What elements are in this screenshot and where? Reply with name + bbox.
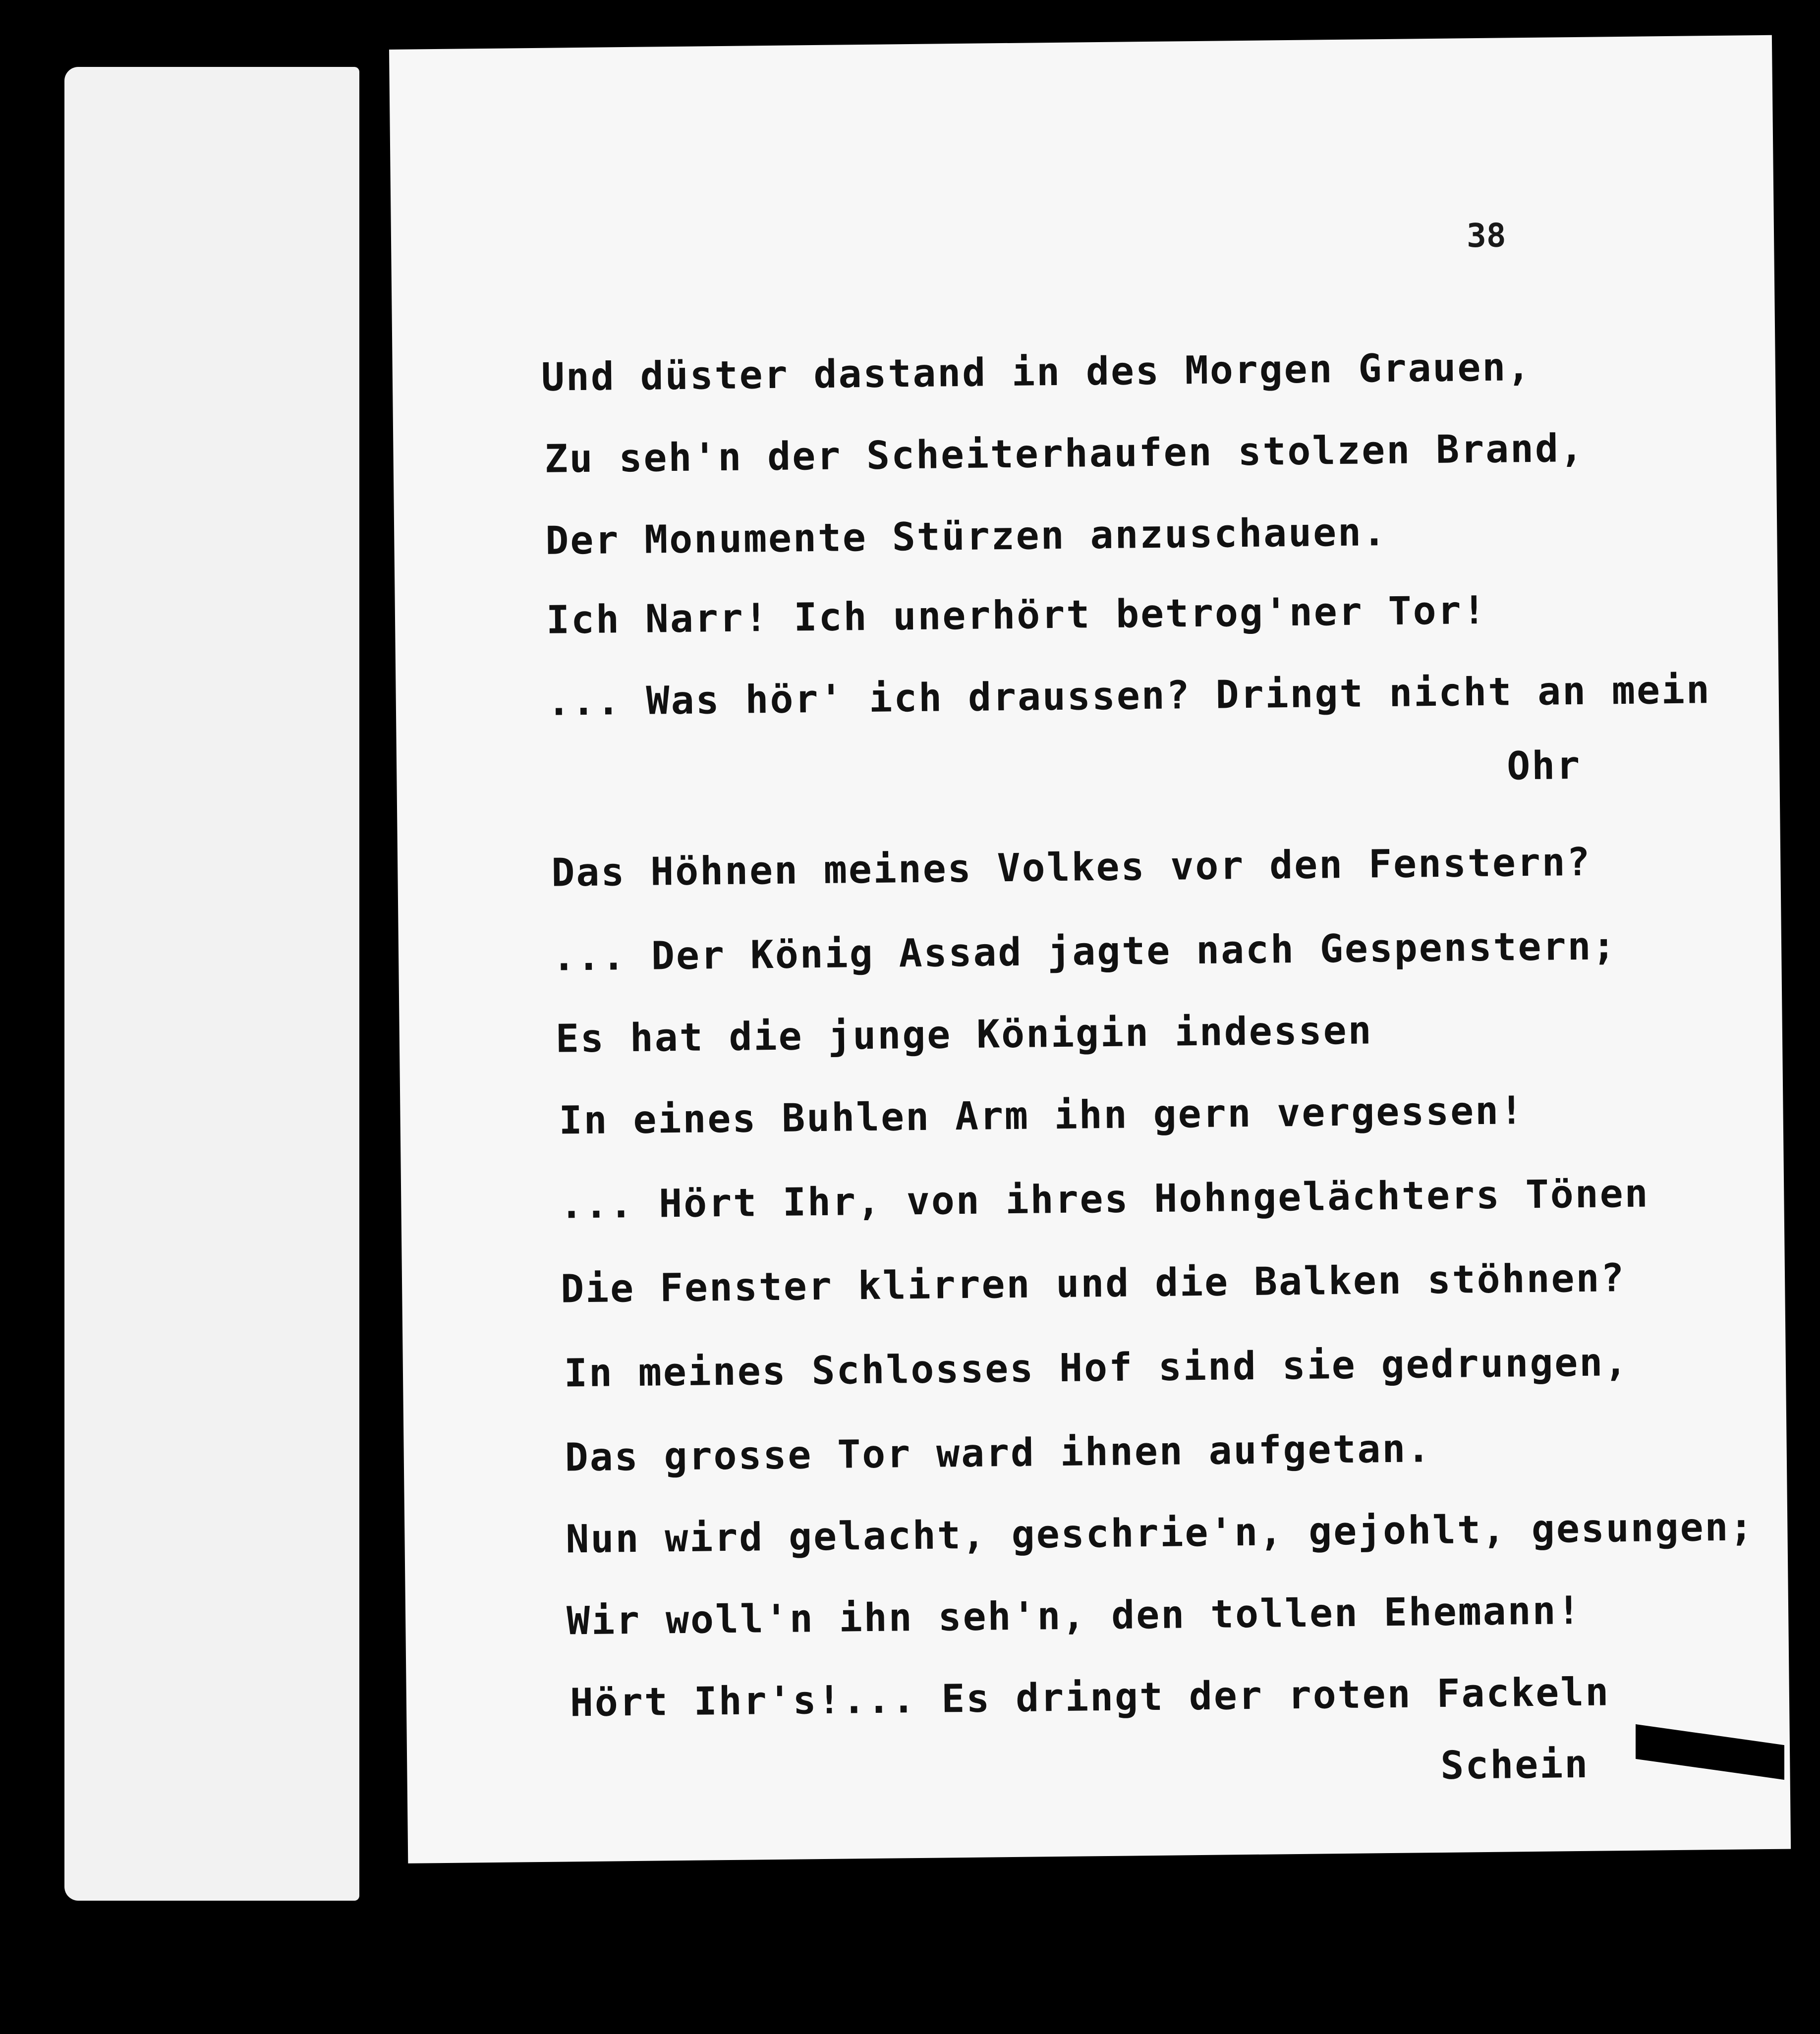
text-line: Das grosse Tor ward ihnen aufgetan. [565,1426,1432,1480]
text-line-continuation: Ohr [1506,743,1582,789]
text-line: Ich Narr! Ich unerhört betrog'ner Tor! [546,588,1487,643]
previous-page [64,67,359,1901]
text-line: Wir woll'n ihn seh'n, den tollen Ehemann! [566,1588,1582,1644]
text-line: Hört Ihr's!... Es dringt der roten Fackeln [569,1670,1610,1726]
text-line: Das Höhnen meines Volkes vor den Fenstern? [551,840,1592,896]
text-line: ... Hört Ihr, von ihres Hohngelächters Tönen [559,1171,1650,1228]
text-line: Die Fenster klirren und die Balken stöhnen? [560,1256,1626,1312]
text-line: Zu seh'n der Scheiterhaufen stolzen Brand, [544,426,1585,482]
text-line: In eines Buhlen Arm ihn gern vergessen! [559,1088,1525,1143]
text-line: ... Was hör' ich draussen? Dringt nicht an mein [547,668,1711,725]
text-line: ... Der König Assad jagte nach Gespenstern; [552,924,1617,980]
text-line: Und düster dastand in des Morgen Grauen, [541,344,1532,400]
typed-page [389,35,1791,1864]
text-line: In meines Schlosses Hof sind sie gedrungen, [564,1340,1629,1396]
text-line: Der Monumente Stürzen anzuschauen. [545,509,1388,564]
text-line-continuation: Schein [1440,1742,1590,1788]
text-line: Es hat die junge Königin indessen [555,1008,1373,1062]
page-number: 38 [1466,216,1506,255]
text-line: Nun wird gelacht, geschrie'n, gejohlt, gesungen; [566,1505,1755,1562]
